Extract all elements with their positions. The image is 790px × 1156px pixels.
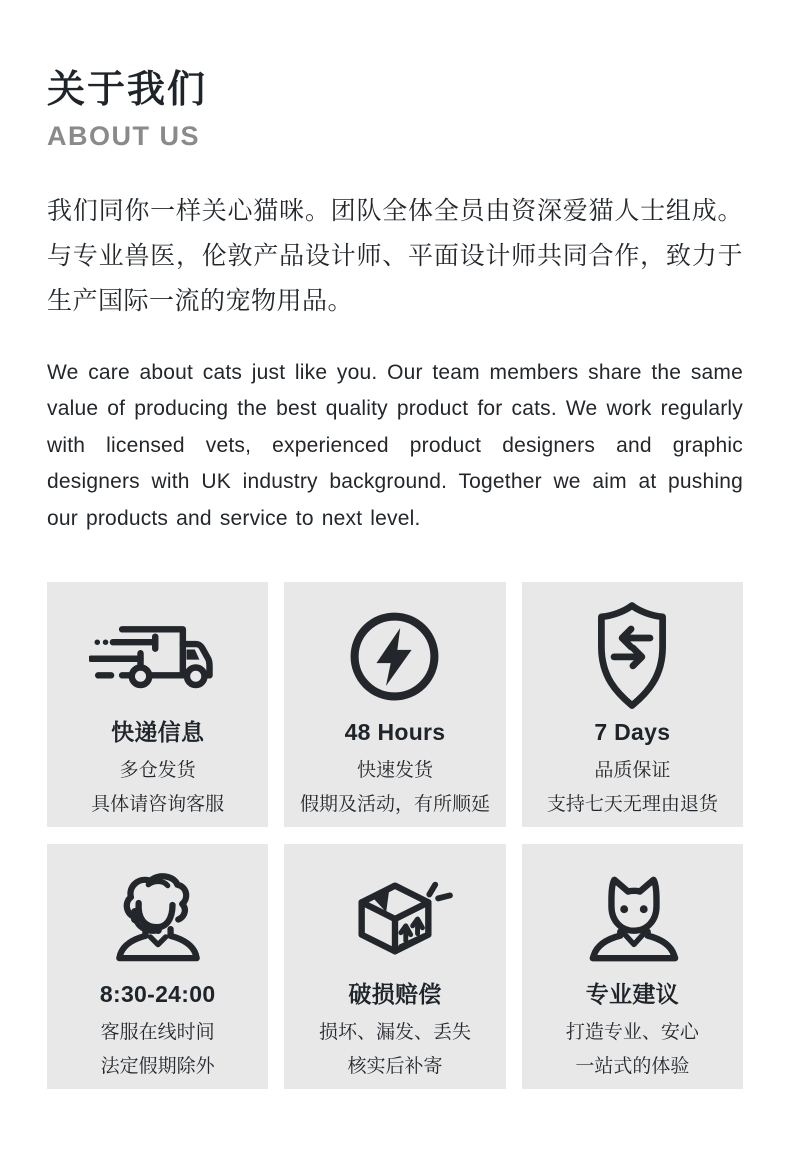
page-title-zh: 关于我们 xyxy=(47,69,208,111)
feature-title: 快递信息 xyxy=(111,719,205,746)
feature-title: 8:30-24:00 xyxy=(99,981,216,1008)
feature-line: 多仓发货 xyxy=(119,760,196,782)
support-agent-icon xyxy=(53,860,262,976)
feature-line: 快速发货 xyxy=(356,760,433,782)
feature-card-7days xyxy=(522,582,743,827)
feature-card-support-hours xyxy=(47,844,268,1089)
feature-grid xyxy=(47,582,743,1089)
feature-card-advice xyxy=(522,844,743,1089)
feature-line: 打造专业、安心 xyxy=(565,1022,699,1044)
feature-title: 7 Days xyxy=(594,719,671,746)
feature-line: 假期及活动，有所顺延 xyxy=(299,794,490,816)
page-title-en: ABOUT US xyxy=(47,120,200,151)
feature-line: 损坏、漏发、丢失 xyxy=(318,1022,471,1044)
feature-line: 支持七天无理由退货 xyxy=(546,794,718,816)
feature-card-48hours xyxy=(284,582,505,827)
damaged-box-icon xyxy=(290,860,499,976)
feature-line: 具体请咨询客服 xyxy=(91,794,225,816)
feature-line: 品质保证 xyxy=(594,760,671,782)
feature-line: 客服在线时间 xyxy=(100,1022,215,1044)
feature-title: 48 Hours xyxy=(344,719,446,746)
feature-line: 一站式的体验 xyxy=(575,1056,690,1078)
intro-paragraph-en: We care about cats just like you. Our team members share the same value of producing the best quality product for cats. We work regularly with licensed vets, experienced product designers and graphic designers with UK industry background. Together we aim at pushing our products and service to next level. xyxy=(47,360,743,530)
feature-title: 破损赔偿 xyxy=(348,981,442,1008)
cat-advisor-icon xyxy=(528,860,737,976)
lightning-circle-icon xyxy=(290,598,499,714)
feature-card-damage xyxy=(284,844,505,1089)
feature-line: 法定假期除外 xyxy=(100,1056,215,1078)
feature-title: 专业建议 xyxy=(585,981,679,1008)
feature-line: 核实后补寄 xyxy=(347,1056,443,1078)
shield-exchange-icon xyxy=(528,598,737,714)
intro-paragraph-zh: 我们同你一样关心猫咪。团队全体全员由资深爱猫人士组成。与专业兽医，伦敦产品设计师、平面设计师共同合作，致力于生产国际一流的宠物用品。 xyxy=(47,196,743,315)
delivery-truck-icon xyxy=(53,598,262,714)
feature-card-delivery xyxy=(47,582,268,827)
